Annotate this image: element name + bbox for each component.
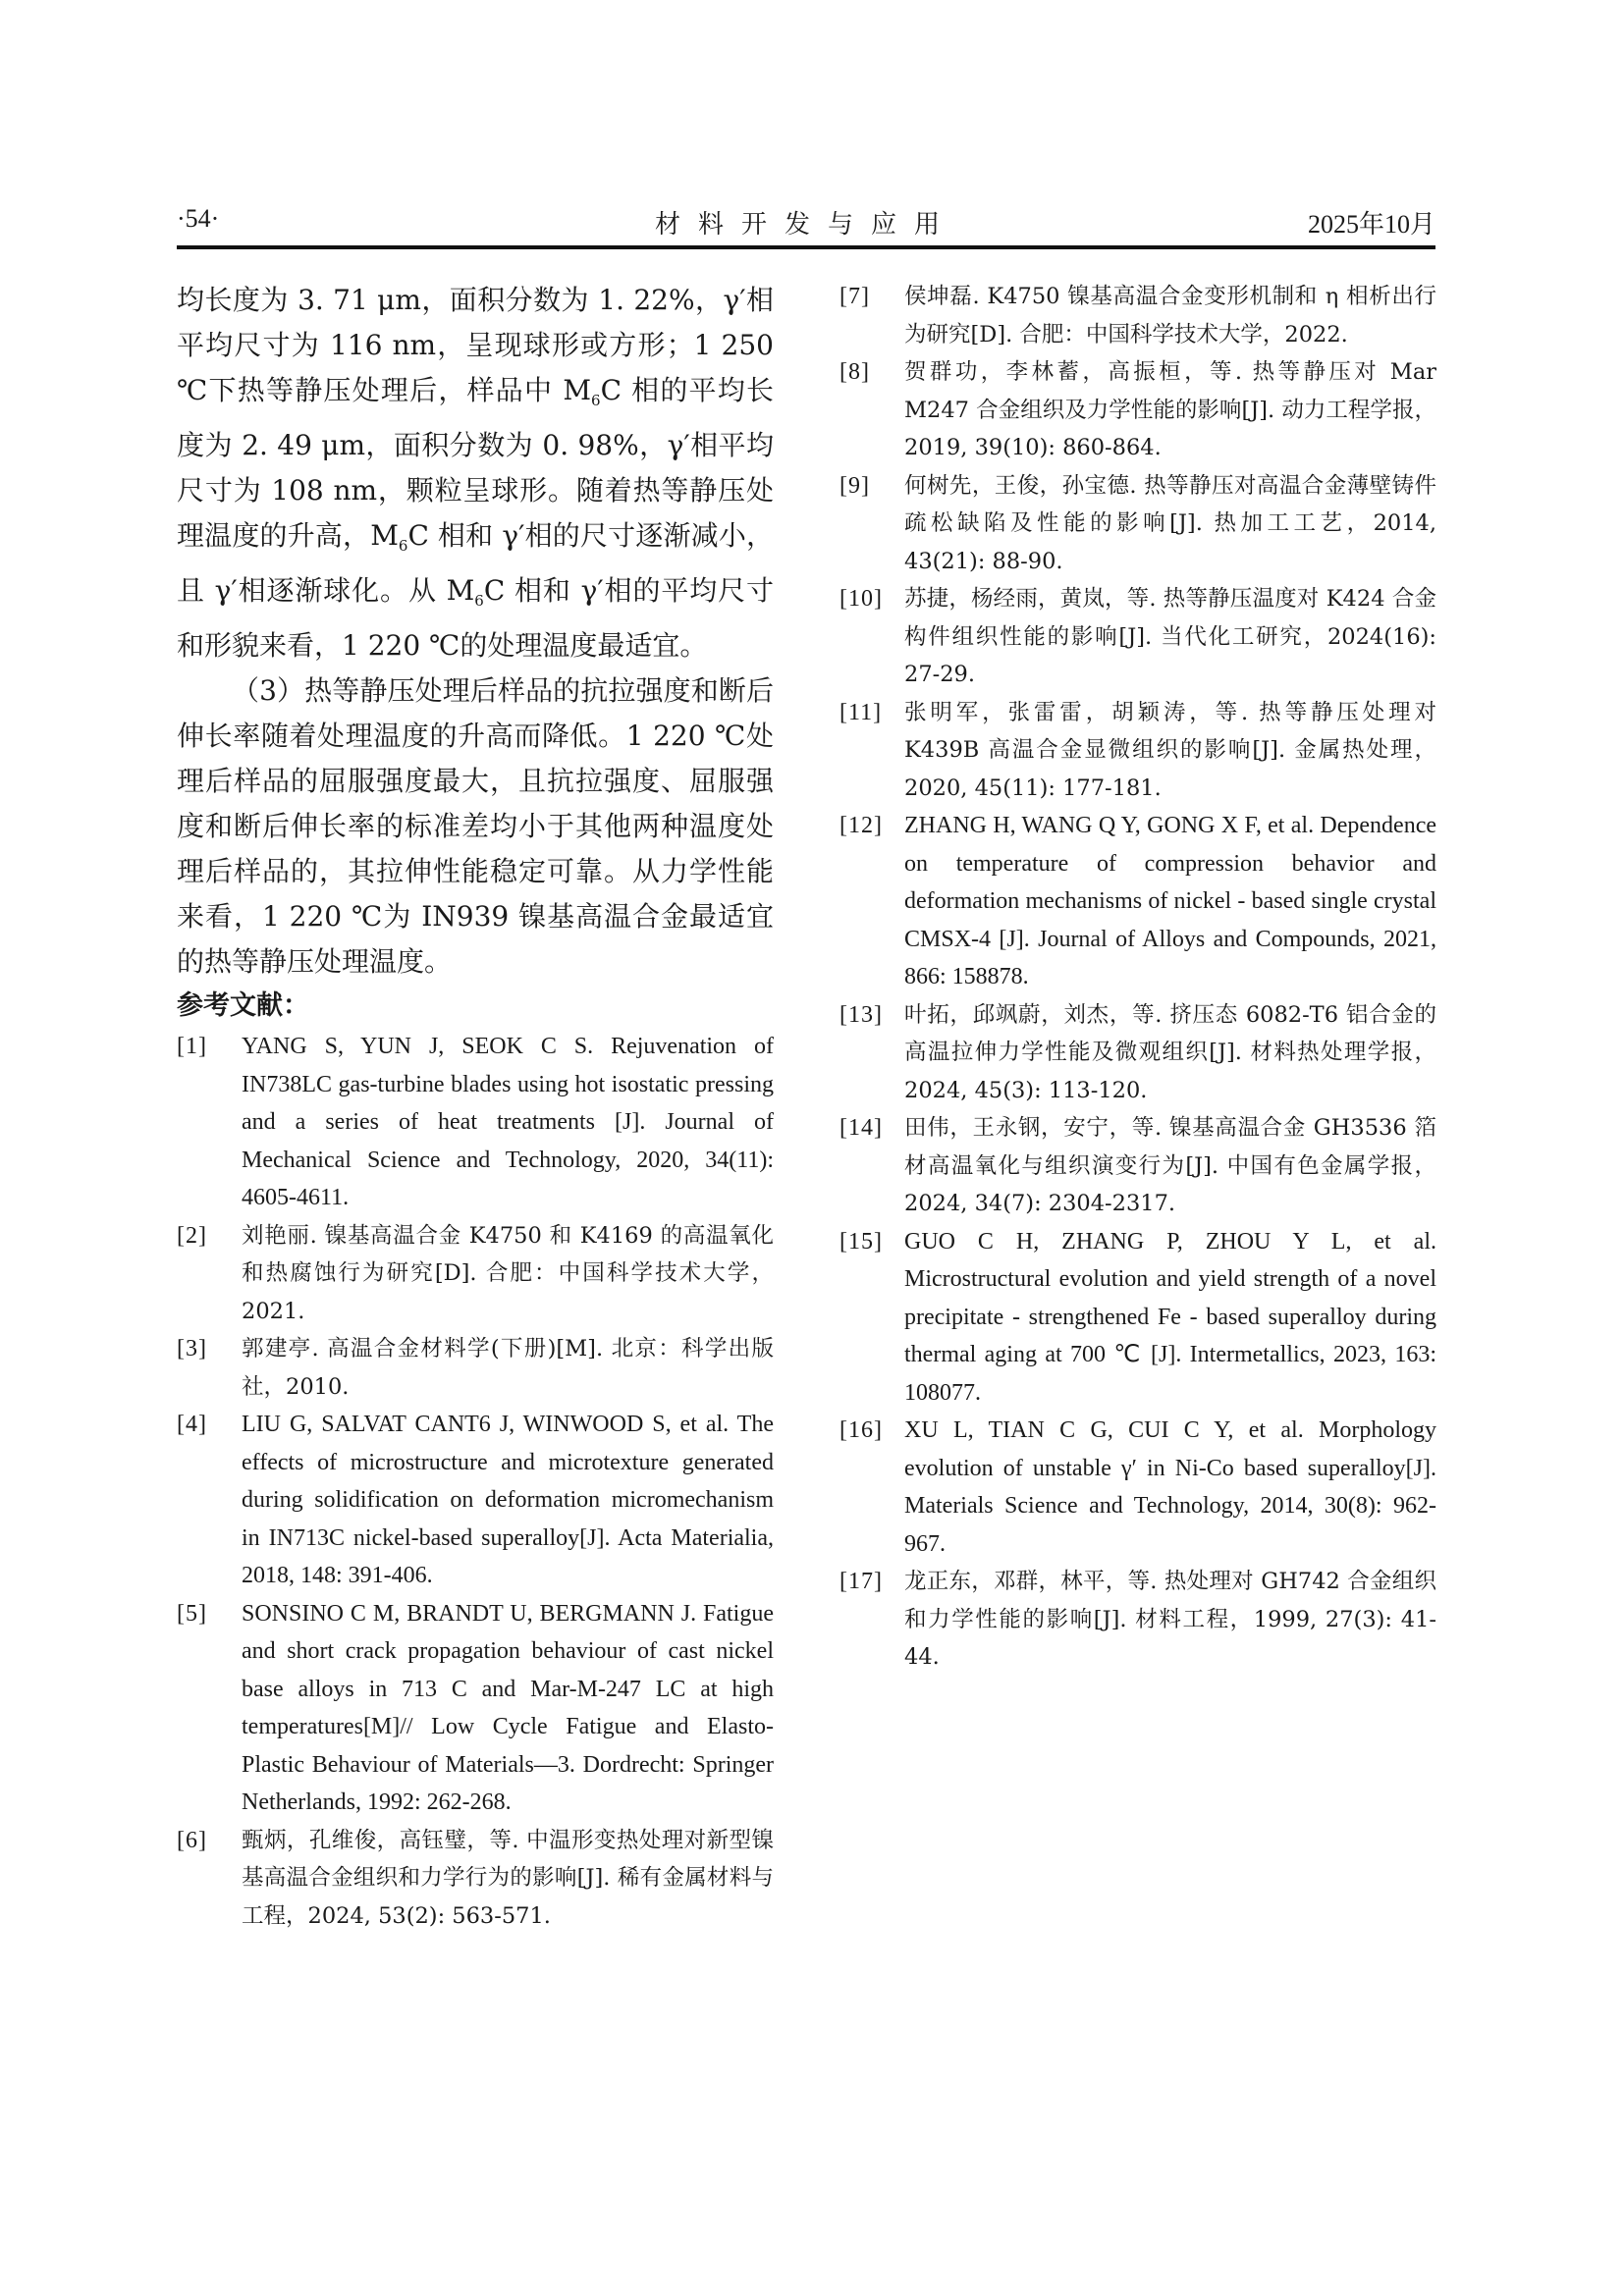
reference-item (839, 353, 1436, 467)
reference-item (839, 694, 1436, 808)
reference-number: [10] (839, 586, 883, 612)
text-run: C 相和 γ′相的尺寸逐渐减小，且 γ′相逐渐球化。从 M (177, 519, 774, 607)
conclusion-paragraph-2 (177, 278, 774, 668)
reference-text: 龙正东，邓群，林平，等. 热处理对 GH742 合金组织和力学性能的影响[J]. 材料工程，1999, 27(3): 41-44. (904, 1569, 1436, 1670)
reference-number: [11] (839, 699, 883, 725)
reference-text: 张明军，张雷雷，胡颖涛，等. 热等静压处理对 K439B 高温合金显微组织的影响[J]. 金属热处理，2020, 45(11): 177-181. (904, 699, 1436, 801)
conclusion-paragraph-3: （3）热等静压处理后样品的抗拉强度和断后伸长率随着处理温度的升高而降低。1 220 ℃处理后样品的屈服强度最大，且抗拉强度、屈服强度和断后伸长率的标准差均小于其他两种温度处理后样品的，其拉伸性能稳定可靠。从力学性能来看，1 220 ℃为 IN939 镍基高温合金最适宜的热等静压处理温度。 (177, 674, 774, 978)
issue-date: 2025年10月 (1307, 210, 1435, 239)
subscript: 6 (398, 537, 408, 555)
text-run: 均长度为 3. 71 μm，面积分数为 1. 22%，γ′相平均尺寸为 116 nm，呈现球形或方形；1 250 ℃下热等静压处理后，样品中 M (177, 284, 774, 406)
reference-item (839, 1109, 1436, 1223)
reference-text: YANG S, YUN J, SEOK C S. Rejuvenation of IN738LC gas-turbine blades using hot isostatic pressing and a series of heat treatments [J]. Journal of Mechanical Science and Technology, 2020, 34(11): 4605-4611. (242, 1034, 774, 1210)
reference-number: [17] (839, 1569, 883, 1594)
reference-text: GUO C H, ZHANG P, ZHOU Y L, et al. Microstructural evolution and yield strength of a novel precipitate - strengthened Fe - based superalloy during thermal aging at 700 ℃ [J]. Intermetallics, 2023, 163: 108077. (904, 1228, 1436, 1406)
reference-item (177, 1595, 774, 1822)
journal-title: 材料开发与应用 (654, 210, 957, 240)
running-header (177, 204, 1435, 243)
reference-item (839, 807, 1436, 996)
reference-number: [5] (177, 1600, 207, 1627)
reference-text: 贺群功，李林蓄，高振桓，等. 热等静压对 Mar M247 合金组织及力学性能的影响[J]. 动力工程学报，2019, 39(10): 860-864. (904, 359, 1436, 460)
reference-text: 刘艳丽. 镍基高温合金 K4750 和 K4169 的高温氧化和热腐蚀行为研究[D]. 合肥：中国科学技术大学，2021. (242, 1222, 774, 1324)
reference-number: [15] (839, 1228, 883, 1255)
reference-number: [12] (839, 813, 883, 838)
reference-text: 田伟，王永钢，安宁，等. 镍基高温合金 GH3536 箔材高温氧化与组织演变行为[J]. 中国有色金属学报，2024, 34(7): 2304-2317. (904, 1115, 1436, 1216)
reference-item (839, 996, 1436, 1110)
reference-text: 甄炳，孔维俊，高钰璧，等. 中温形变热处理对新型镍基高温合金组织和力学行为的影响[J]. 稀有金属材料与工程，2024, 53(2): 563-571. (242, 1827, 774, 1929)
reference-number: [13] (839, 1001, 883, 1028)
reference-text: XU L, TIAN C G, CUI C Y, et al. Morphology evolution of unstable γ′ in Ni-Co based superalloy[J]. Materials Science and Technology, 2014, 30(8): 962-967. (904, 1417, 1436, 1557)
reference-text: 叶拓，邱飒蔚，刘杰，等. 挤压态 6082-T6 铝合金的高温拉伸力学性能及微观组织[J]. 材料热处理学报，2024, 45(3): 113-120. (904, 1001, 1436, 1103)
reference-number: [6] (177, 1827, 207, 1853)
reference-item (177, 1822, 774, 1936)
header-rule (177, 245, 1435, 249)
reference-text: 苏捷，杨经雨，黄岚，等. 热等静压温度对 K424 合金构件组织性能的影响[J]. 当代化工研究，2024(16): 27-29. (904, 586, 1436, 687)
reference-number: [1] (177, 1034, 207, 1059)
reference-item (839, 1223, 1436, 1413)
text-run: C 相和 γ′相的平均尺寸和形貌来看，1 220 ℃的处理温度最适宜。 (177, 574, 774, 662)
subscript: 6 (474, 592, 484, 610)
reference-number: [3] (177, 1336, 207, 1362)
reference-number: [14] (839, 1115, 883, 1141)
reference-item (839, 467, 1436, 581)
reference-item (177, 1028, 774, 1217)
reference-item (839, 1563, 1436, 1677)
left-column (177, 278, 774, 1935)
reference-number: [16] (839, 1417, 883, 1443)
reference-item (177, 1217, 774, 1331)
reference-item (177, 1330, 774, 1406)
right-column (839, 278, 1436, 1677)
reference-item (177, 1406, 774, 1595)
reference-number: [4] (177, 1412, 207, 1437)
reference-number: [2] (177, 1222, 207, 1249)
subscript: 6 (591, 392, 601, 409)
reference-item (839, 1412, 1436, 1563)
page-number: ·54· (177, 204, 220, 233)
reference-item (839, 580, 1436, 694)
reference-number: [8] (839, 359, 870, 385)
reference-text: LIU G, SALVAT CANT6 J, WINWOOD S, et al. The effects of microstructure and microtexture generated during solidification on deformation micromechanism in IN713C nickel-based superalloy[J]. Acta Materialia, 2018, 148: 391-406. (242, 1412, 774, 1588)
reference-text: SONSINO C M, BRANDT U, BERGMANN J. Fatigue and short crack propagation behaviour of cast nickel base alloys in 713 C and Mar-M-247 LC at high temperatures[M]// Low Cycle Fatigue and Elasto-Plastic Behaviour of Materials—3. Dordrecht: Springer Netherlands, 1992: 262-268. (242, 1600, 774, 1815)
reference-number: [9] (839, 472, 870, 499)
reference-text: ZHANG H, WANG Q Y, GONG X F, et al. Dependence on temperature of compression behavior and deformation mechanisms of nickel - based single crystal CMSX-4 [J]. Journal of Alloys and Compounds, 2021, 866: 158878. (904, 813, 1436, 989)
text-run: C 相的平均长度为 2. 49 μm，面积分数为 0. 98%，γ′相平均尺寸为 108 nm，颗粒呈球形。随着热等静压处理温度的升高，M (177, 374, 774, 552)
references-heading: 参考文献： (177, 990, 309, 1021)
reference-number: [7] (839, 284, 870, 309)
reference-text: 侯坤磊. K4750 镍基高温合金变形机制和 η 相析出行为研究[D]. 合肥：中国科学技术大学，2022. (904, 284, 1436, 347)
reference-item (839, 278, 1436, 353)
reference-list-left (177, 1028, 774, 1935)
reference-text: 何树先，王俊，孙宝德. 热等静压对高温合金薄壁铸件疏松缺陷及性能的影响[J]. 热加工工艺，2014, 43(21): 88-90. (904, 472, 1436, 574)
reference-list-right (839, 278, 1436, 1677)
reference-text: 郭建亭. 高温合金材料学(下册)[M]. 北京：科学出版社，2010. (242, 1336, 774, 1400)
